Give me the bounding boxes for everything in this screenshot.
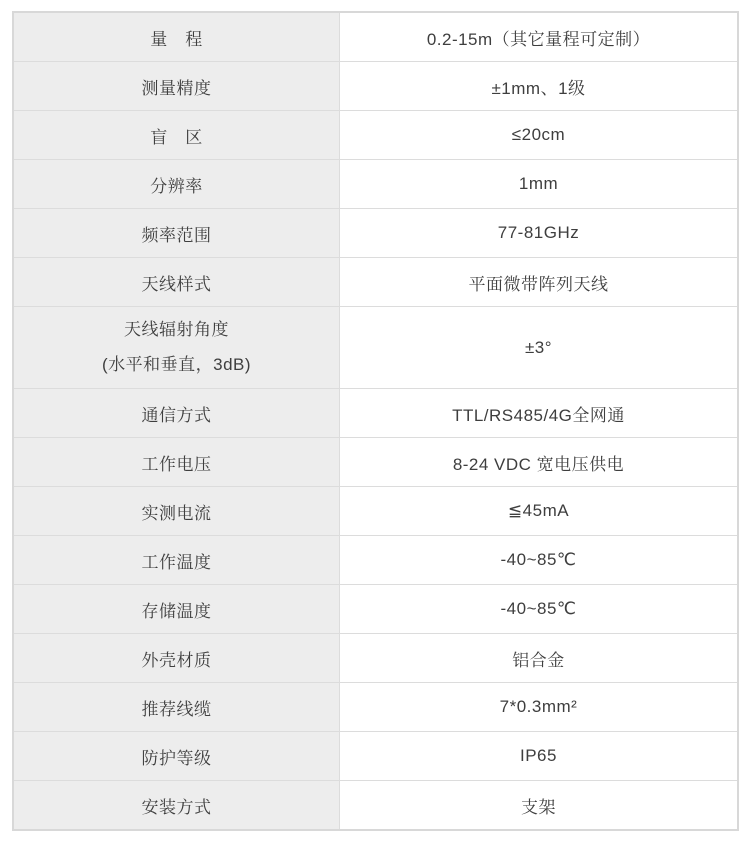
spec-label-blind-zone: 盲 区	[13, 111, 340, 160]
product-spec-table	[12, 11, 739, 831]
spec-value-antenna-type: 平面微带阵列天线	[340, 258, 739, 307]
spec-label-recommended-cable: 推荐线缆	[13, 683, 340, 732]
spec-label-frequency: 频率范围	[13, 209, 340, 258]
spec-value-storage-temp: -40~85℃	[340, 585, 739, 634]
spec-label-range: 量 程	[13, 12, 340, 62]
spec-value-beam-angle: ±3°	[340, 307, 739, 389]
spec-label-beam-angle-line1: 天线辐射角度	[124, 319, 229, 339]
table-row	[13, 307, 738, 389]
table-row	[13, 111, 738, 160]
spec-value-mounting: 支架	[340, 781, 739, 831]
table-row	[13, 438, 738, 487]
table-row	[13, 634, 738, 683]
table-row	[13, 389, 738, 438]
spec-label-voltage: 工作电压	[13, 438, 340, 487]
spec-label-antenna-type: 天线样式	[13, 258, 340, 307]
spec-label-beam-angle	[13, 307, 340, 389]
spec-label-storage-temp: 存储温度	[13, 585, 340, 634]
spec-label-beam-angle-line2: (水平和垂直，3dB)	[101, 355, 252, 374]
table-row	[13, 683, 738, 732]
spec-value-voltage: 8-24 VDC 宽电压供电	[340, 438, 739, 487]
table-row	[13, 487, 738, 536]
table-row	[13, 585, 738, 634]
spec-label-housing-material: 外壳材质	[13, 634, 340, 683]
spec-value-frequency: 77-81GHz	[340, 209, 739, 258]
spec-label-accuracy: 测量精度	[13, 62, 340, 111]
spec-value-blind-zone: ≤20cm	[340, 111, 739, 160]
spec-value-range: 0.2-15m（其它量程可定制）	[340, 12, 739, 62]
spec-value-current: ≦45mA	[340, 487, 739, 536]
table-row	[13, 160, 738, 209]
spec-value-recommended-cable: 7*0.3mm²	[340, 683, 739, 732]
table-row	[13, 12, 738, 62]
table-row	[13, 62, 738, 111]
spec-label-mounting: 安装方式	[13, 781, 340, 831]
table-row	[13, 781, 738, 831]
spec-label-current: 实测电流	[13, 487, 340, 536]
table-row	[13, 732, 738, 781]
spec-label-protection-rating: 防护等级	[13, 732, 340, 781]
table-row	[13, 258, 738, 307]
spec-label-resolution: 分辨率	[13, 160, 340, 209]
spec-label-operating-temp: 工作温度	[13, 536, 340, 585]
spec-value-accuracy: ±1mm、1级	[340, 62, 739, 111]
spec-value-communication: TTL/RS485/4G全网通	[340, 389, 739, 438]
spec-value-housing-material: 铝合金	[340, 634, 739, 683]
spec-value-protection-rating: IP65	[340, 732, 739, 781]
spec-value-resolution: 1mm	[340, 160, 739, 209]
spec-label-communication: 通信方式	[13, 389, 340, 438]
table-row	[13, 536, 738, 585]
spec-value-operating-temp: -40~85℃	[340, 536, 739, 585]
table-row	[13, 209, 738, 258]
